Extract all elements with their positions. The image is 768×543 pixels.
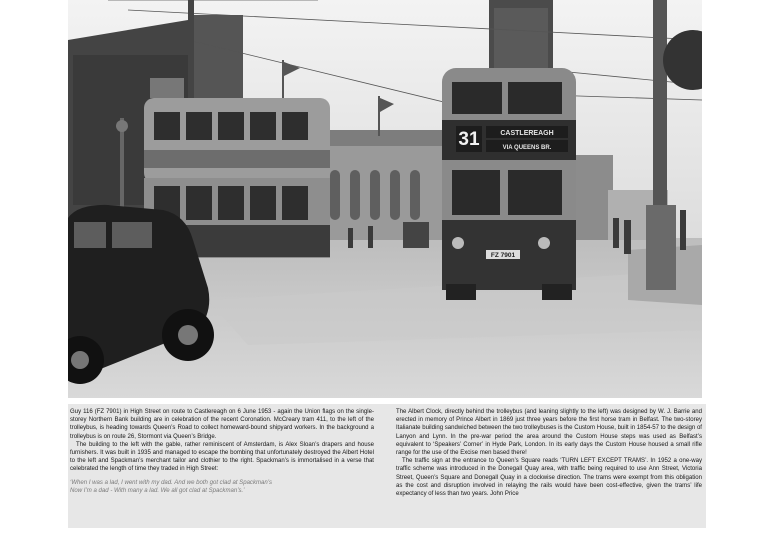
spackmans-verse [70, 479, 374, 495]
tram-street-photograph [68, 0, 702, 398]
caption-paragraph-2: The building to the left with the gable, rather reminiscent of Amsterdam, is Alex Sloan’s drapers and house furnishers. It was built in 1935 and managed to escape the bombing that unfortunately destroyed the Albert Hotel to the left and Spackman’s merchant tailor and clothier to the right. Spackman’s is immortalised in a verse that celebrated the length of time they traded in High Street: [70, 441, 374, 473]
caption-panel [68, 404, 706, 528]
trolleybus-guy-116 [442, 68, 576, 300]
caption-paragraph-4: The traffic sign at the entrance to Queen’s Square reads ‘TURN LEFT EXCEPT TRAMS’. In 1952 a one-way traffic scheme was introduced in the Donegall Quay area, with traffic being required to use Ann Street, Victoria Street, Queen’s Square and Donegall Quay in a clockwise direction. The trams were exempt from this obligation as the cost and disruption involved in relaying the rails would have been cost-effective, given the trams’ life expectancy of less than two years. John Price [396, 458, 702, 498]
verse-line-2: Now I’m a dad - With many a lad. We all got clad at Spackman’s.’ [70, 487, 245, 494]
caption-right-column [396, 408, 702, 498]
destination-blind-line-1: CASTLEREAGH [500, 130, 554, 137]
photo-illustration [68, 0, 702, 398]
tram-route-number: 31 [458, 129, 480, 150]
destination-blind-line-2: VIA QUEENS BR. [502, 145, 552, 151]
registration-plate: FZ 7901 [490, 252, 516, 259]
verse-line-1: ‘When I was a lad, I went with my dad. And we both got clad at Spackman’s [70, 479, 273, 486]
caption-paragraph-1: Guy 116 (FZ 7901) in High Street on route to Castlereagh on 6 June 1953 - again the Union flags on the single-storey Northern Bank building are in celebration of the recent Coronation. McCreary tram 411, to the left of the trolleybus, is heading towards Queen’s Road to collect homeward-bound shipyard workers. In the background a trolleybus is on route 26, Stormont via Queen’s Bridge. [70, 409, 374, 440]
caption-left-column [70, 408, 374, 495]
caption-paragraph-3: The Albert Clock, directly behind the trolleybus (and leaning slightly to the left) was designed by W. J. Barrie and erected in memory of Prince Albert in 1869 just three years before the first horse tram in Belfast. The two-storey Italianate building sandwiched between the two trolleybuses is the Custom House, built in 1854-57 to the design of Lanyon and Lynn. In the pre-war period the area around the Custom House steps was used as Belfast’s equivalent to ‘Speakers’ Corner’ in Hyde Park, London. In its early days the Custom House housed a small rifle range for the use of the Excise men based there! [396, 409, 702, 457]
